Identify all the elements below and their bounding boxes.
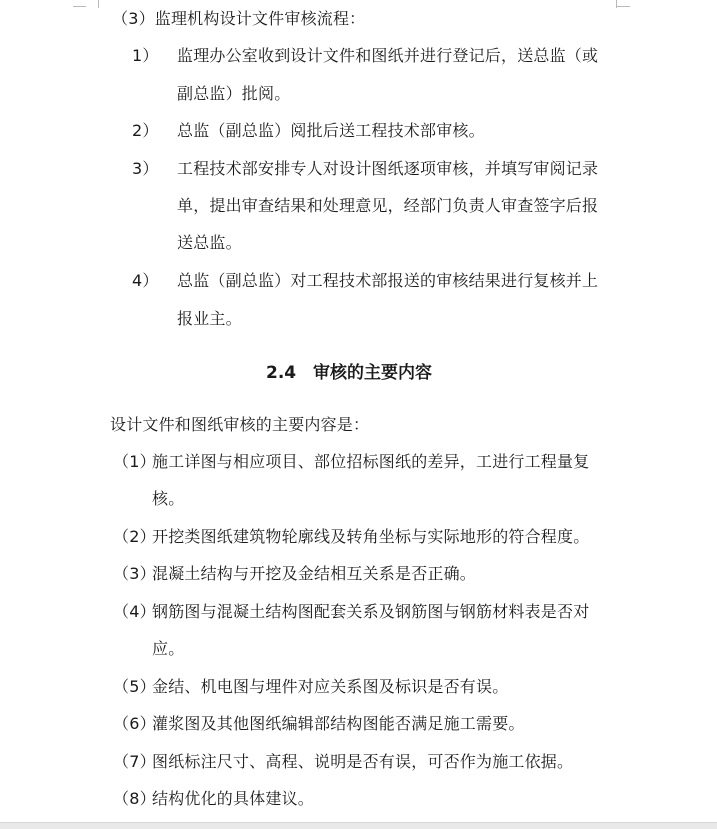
list-item-text: 工程技术部安排专人对设计图纸逐项审核，并填写审阅记录 bbox=[177, 159, 599, 178]
list-item-number: （6） bbox=[113, 714, 156, 733]
crop-mark-top-left bbox=[86, 0, 99, 8]
list-item-text: 钢筋图与混凝土结构图配套关系及钢筋图与钢筋材料表是否对 bbox=[152, 602, 590, 621]
list-item-text: 副总监）批阅。 bbox=[177, 84, 291, 103]
list-item-text: 图纸标注尺寸、高程、说明是否有误，可否作为施工依据。 bbox=[152, 752, 574, 771]
list-item-number: （2） bbox=[113, 527, 156, 546]
list-item-number: 4） bbox=[132, 271, 159, 290]
list-item-number: 2） bbox=[132, 121, 159, 140]
list-item-text: 总监（副总监）阅批后送工程技术部审核。 bbox=[177, 121, 485, 140]
list-item-number: （4） bbox=[113, 602, 156, 621]
list-item-text: 施工详图与相应项目、部位招标图纸的差异，工进行工程量复 bbox=[152, 452, 590, 471]
list-item-text: 送总监。 bbox=[177, 233, 242, 252]
crop-mark-top-right-horizontal bbox=[617, 6, 630, 7]
list-item-text: 金结、机电图与埋件对应关系图及标识是否有误。 bbox=[152, 677, 509, 696]
list-item-text: 应。 bbox=[152, 639, 185, 658]
list-item-number: （3） bbox=[113, 564, 156, 583]
list-item-text: 报业主。 bbox=[177, 309, 242, 328]
list-item-number: （5） bbox=[113, 677, 156, 696]
list-item-number: （7） bbox=[113, 752, 156, 771]
heading-number: 2.4 bbox=[266, 363, 297, 383]
list-item-text: 结构优化的具体建议。 bbox=[152, 789, 315, 808]
list-item-number: （1） bbox=[113, 452, 156, 471]
intro-text: 设计文件和图纸审核的主要内容是： bbox=[110, 415, 370, 434]
list-item-text: 灌浆图及其他图纸编辑部结构图能否满足施工需要。 bbox=[152, 714, 525, 733]
section-title: （3）监理机构设计文件审核流程： bbox=[112, 9, 366, 28]
list-item-text: 核。 bbox=[152, 489, 185, 508]
crop-mark-top-left-horizontal bbox=[73, 6, 86, 7]
list-item-text: 混凝土结构与开挖及金结相互关系是否正确。 bbox=[152, 564, 477, 583]
list-item-number: （8） bbox=[113, 789, 156, 808]
list-item-number: 1） bbox=[132, 46, 159, 65]
list-item-text: 开挖类图纸建筑物轮廓线及转角坐标与实际地形的符合程度。 bbox=[152, 527, 590, 546]
list-item-text: 总监（副总监）对工程技术部报送的审核结果进行复核并上 bbox=[177, 271, 599, 290]
list-item-text: 单，提出审查结果和处理意见，经部门负责人审查签字后报 bbox=[177, 196, 599, 215]
list-item-number: 3） bbox=[132, 159, 159, 178]
heading-title: 审核的主要内容 bbox=[313, 363, 432, 383]
list-item-text: 监理办公室收到设计文件和图纸并进行登记后，送总监（或 bbox=[177, 46, 599, 65]
